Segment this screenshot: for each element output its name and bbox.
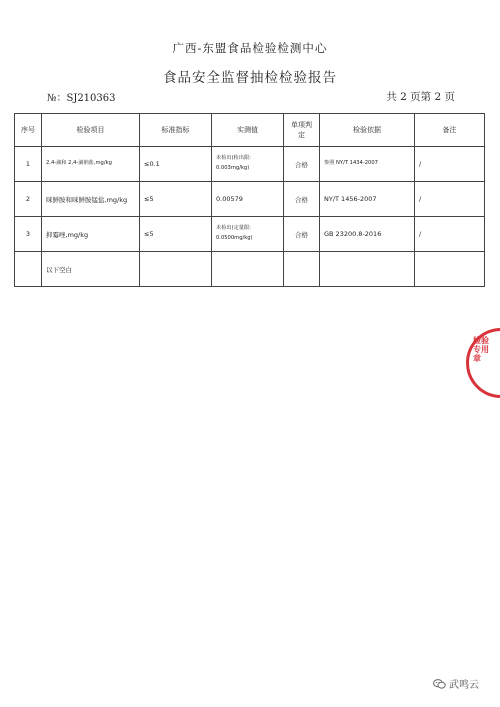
cell-no: 1 <box>15 147 42 182</box>
cell-measured: 0.00579 <box>212 182 284 217</box>
header-judgement: 单项判定 <box>284 114 320 147</box>
cell-remark: / <box>415 147 485 182</box>
header-no: 序号 <box>15 114 42 147</box>
cell-standard: ≤0.1 <box>140 147 212 182</box>
document-number: №：SJ210363 <box>47 93 116 104</box>
cell-judgement: 合格 <box>284 182 320 217</box>
report-title: 食品安全监督抽检检验报告 <box>163 70 337 86</box>
cell-no: 3 <box>15 217 42 252</box>
cell-item: 以下空白 <box>42 252 140 287</box>
header-item: 检验项目 <box>42 114 140 147</box>
cell-measured: 未检出(检出限: 0.003mg/kg) <box>212 147 284 182</box>
cell-measured <box>212 252 284 287</box>
cell-judgement: 合格 <box>284 147 320 182</box>
cell-item: 抑霉唑,mg/kg <box>42 217 140 252</box>
table-header-row <box>15 114 485 147</box>
cell-item: 2,4-滴和 2,4-滴钠盐,mg/kg <box>42 147 140 182</box>
header-standard: 标准指标 <box>140 114 212 147</box>
cell-standard: ≤5 <box>140 182 212 217</box>
cell-judgement <box>284 252 320 287</box>
header-remark: 备注 <box>415 114 485 147</box>
header-basis: 检验依据 <box>320 114 415 147</box>
cell-item: 咪鲜胺和咪鲜胺锰盐,mg/kg <box>42 182 140 217</box>
table-row <box>15 252 485 287</box>
cell-remark <box>415 252 485 287</box>
header-measured: 实测值 <box>212 114 284 147</box>
cell-basis <box>320 252 415 287</box>
cell-remark: / <box>415 182 485 217</box>
cell-remark: / <box>415 217 485 252</box>
cell-measured: 未检出(定量限: 0.0500mg/kg) <box>212 217 284 252</box>
organization-title: 广西-东盟食品检验检测中心 <box>172 41 328 55</box>
watermark-text: 武鸣云 <box>449 680 479 691</box>
wechat-watermark <box>433 676 479 691</box>
seal-text: 检验专用章 <box>473 335 489 363</box>
cell-basis: 参照 NY/T 1434-2007 <box>320 147 415 182</box>
cell-standard <box>140 252 212 287</box>
cell-judgement: 合格 <box>284 217 320 252</box>
table-row <box>15 182 485 217</box>
cell-basis: NY/T 1456-2007 <box>320 182 415 217</box>
table-row <box>15 147 485 182</box>
page-info: 共 2 页第 2 页 <box>386 91 455 103</box>
results-table <box>14 113 485 287</box>
cell-basis: GB 23200.8-2016 <box>320 217 415 252</box>
cell-standard: ≤5 <box>140 217 212 252</box>
cell-no: 2 <box>15 182 42 217</box>
wechat-icon <box>433 679 446 689</box>
cell-no <box>15 252 42 287</box>
table-row <box>15 217 485 252</box>
